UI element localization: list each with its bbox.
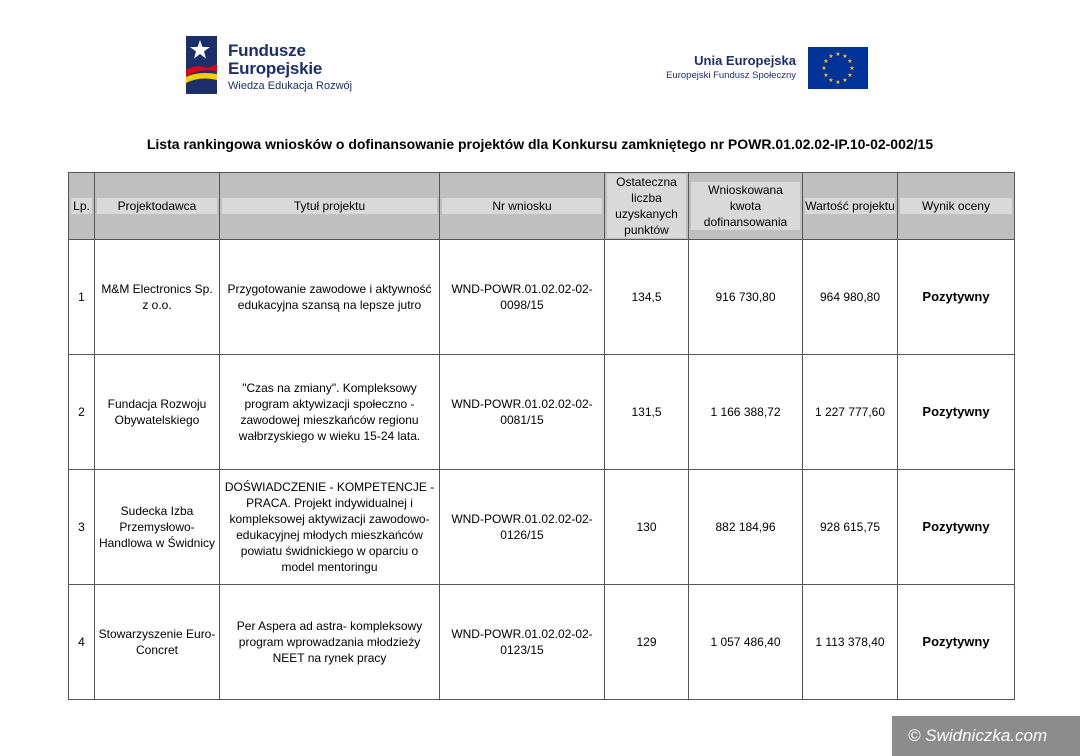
cell-points: 131,5 [605,355,689,470]
cell-result: Pozytywny [898,355,1015,470]
table-row [69,355,1015,470]
document-title: Lista rankingowa wniosków o dofinansowanie projektów dla Konkursu zamkniętego nr POWR.01.02.02-IP.10-02-002/15 [146,136,934,152]
cell-requested-amount: 882 184,96 [689,470,803,585]
cell-application-no: WND-POWR.01.02.02-02-0098/15 [440,240,605,355]
svg-text:★: ★ [842,77,848,84]
svg-text:★: ★ [823,72,829,79]
svg-text:★: ★ [828,53,834,60]
header-project-title: Tytuł projektu [220,173,440,240]
cell-application-no: WND-POWR.01.02.02-02-0123/15 [440,585,605,700]
eu-logo-line1: Unia Europejska [694,53,796,68]
header-applicant: Projektodawca [95,173,220,240]
cell-lp: 2 [69,355,95,470]
table-row [69,240,1015,355]
svg-text:★: ★ [842,53,848,60]
svg-text:★: ★ [821,65,827,72]
cell-applicant: Stowarzyszenie Euro-Concret [95,585,220,700]
svg-text:★: ★ [835,51,841,58]
ranking-table [68,172,1015,700]
cell-applicant: Fundacja Rozwoju Obywatelskiego [95,355,220,470]
unia-europejska-logo [668,47,868,89]
cell-applicant: M&M Electronics Sp. z o.o. [95,240,220,355]
eu-flag-icon [808,47,868,89]
header-application-no: Nr wniosku [440,173,605,240]
cell-lp: 3 [69,470,95,585]
cell-result: Pozytywny [898,585,1015,700]
cell-project-title: Przygotowanie zawodowe i aktywność edukacyjna szansą na lepsze jutro [220,240,440,355]
eu-logo-text [666,53,796,83]
fe-logo-line3: Wiedza Edukacja Rozwój [228,80,353,92]
svg-text:★: ★ [823,58,829,65]
cell-project-value: 928 615,75 [803,470,898,585]
cell-lp: 1 [69,240,95,355]
cell-application-no: WND-POWR.01.02.02-02-0126/15 [440,470,605,585]
svg-text:★: ★ [849,65,855,72]
table-row [69,585,1015,700]
svg-text:★: ★ [847,72,853,79]
cell-requested-amount: 916 730,80 [689,240,803,355]
watermark-text: © Swidniczka.com [908,726,1048,745]
eu-logo-line2: Europejski Fundusz Społeczny [666,70,796,81]
watermark [892,716,1080,756]
table-header-row [69,173,1015,240]
table-row [69,470,1015,585]
header-points: Ostateczna liczba uzyskanych punktów [605,173,689,240]
cell-project-value: 1 113 378,40 [803,585,898,700]
cell-project-title: DOŚWIADCZENIE - KOMPETENCJE - PRACA. Projekt indywidualnej i kompleksowej aktywizacji zawodowo-edukacyjnej młodych mieszkańców powiatu świdnickiego w oparciu o model mentoringu [220,470,440,585]
cell-project-title: "Czas na zmiany". Kompleksowy program aktywizacji społeczno - zawodowej mieszkańców regionu wałbrzyskiego w wieku 15-24 lata. [220,355,440,470]
cell-project-title: Per Aspera ad astra- kompleksowy program wprowadzania młodzieży NEET na rynek pracy [220,585,440,700]
fe-logo-line1: Fundusze [228,41,306,60]
svg-text:★: ★ [835,79,841,86]
fundusze-europejskie-logo [186,36,376,96]
fe-logo-text [228,42,352,92]
cell-points: 130 [605,470,689,585]
cell-applicant: Sudecka Izba Przemysłowo-Handlowa w Świdnicy [95,470,220,585]
header-lp: Lp. [69,173,95,240]
cell-requested-amount: 1 166 388,72 [689,355,803,470]
svg-text:★: ★ [847,58,853,65]
cell-project-value: 1 227 777,60 [803,355,898,470]
cell-requested-amount: 1 057 486,40 [689,585,803,700]
cell-points: 129 [605,585,689,700]
fe-flag-icon [186,36,217,94]
cell-application-no: WND-POWR.01.02.02-02-0081/15 [440,355,605,470]
fe-logo-line2: Europejskie [228,59,323,78]
header-result: Wynik oceny [898,173,1015,240]
cell-lp: 4 [69,585,95,700]
cell-project-value: 964 980,80 [803,240,898,355]
svg-text:★: ★ [828,77,834,84]
header-project-value: Wartość projektu [803,173,898,240]
cell-points: 134,5 [605,240,689,355]
cell-result: Pozytywny [898,470,1015,585]
header-requested-amount: Wnioskowana kwota dofinansowania [689,173,803,240]
cell-result: Pozytywny [898,240,1015,355]
